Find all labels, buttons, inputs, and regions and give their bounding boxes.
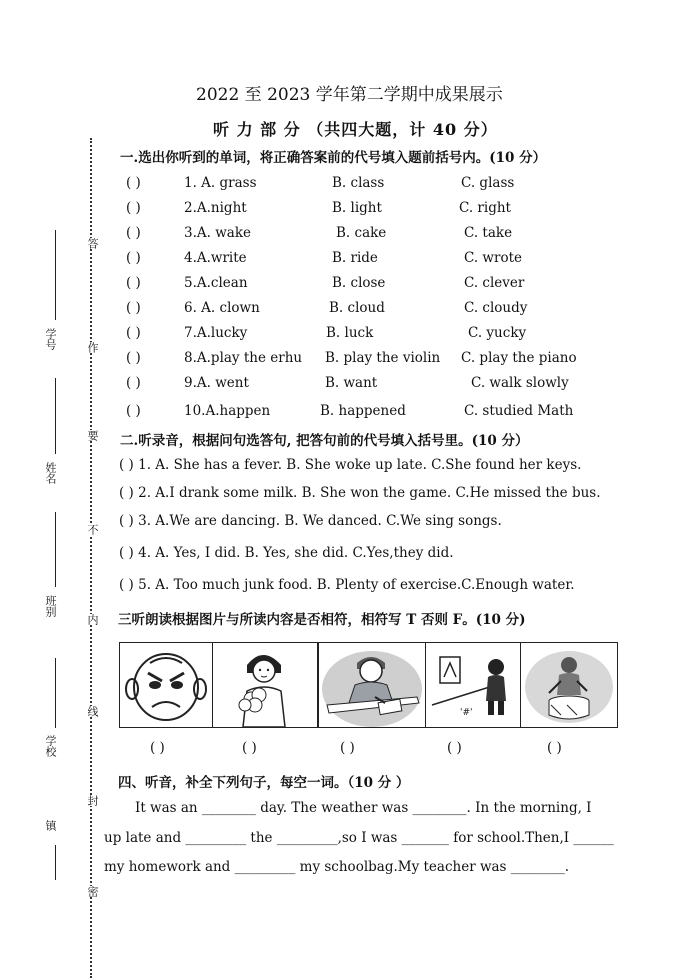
option-b: B. ride [332,250,378,266]
answer-paren[interactable]: ( ) [126,250,141,266]
answer-paren[interactable]: ( ) [126,375,141,391]
option-c: C. clever [464,275,525,291]
guide-char-8: 密 [86,886,99,897]
option-a: 10.A.happen [184,403,271,419]
option-c: C. cloudy [464,300,528,316]
answer-paren[interactable]: ( ) [126,275,141,291]
option-c: C. studied Math [464,403,574,419]
picture-5 [520,642,618,728]
option-a: 5.A.clean [184,275,248,291]
student-number-blank [55,230,56,320]
option-c: C. wrote [464,250,522,266]
option-b: B. light [332,200,382,216]
town-blank [55,845,56,880]
question-row: ( ) 5. A. Too much junk food. B. Plenty of exercise.C.Enough water. [119,577,575,593]
page-title: 2022 至 2023 学年第二学期中成果展示 [196,85,503,105]
question-row: ( ) 4. A. Yes, I did. B. Yes, she did. C.Yes,they did. [119,545,454,561]
picture-1 [119,642,213,728]
boy-writing-icon [319,643,425,727]
section4-heading: 四、听音，补全下列句子，每空一词。（10 分 ） [118,775,410,791]
picture-answer-5[interactable]: ( ) [547,740,562,756]
fill-in-line: up late and _________ the _________,so I was _______ for school.Then,I ______ [104,830,614,846]
answer-paren[interactable]: ( ) [126,350,141,366]
school-label: 学校 [44,735,57,757]
question-row: ( ) 1. A. She has a fever. B. She woke up late. C.She found her keys. [119,457,582,473]
guide-char-7: 封 [86,795,99,806]
section1-heading: 一.选出你听到的单词，将正确答案前的代号填入题前括号内。(10 分） [120,150,547,166]
answer-paren[interactable]: ( ) [126,325,141,341]
answer-paren[interactable]: ( ) [126,175,141,191]
option-c: C. take [464,225,513,241]
guide-char-3: 要 [86,430,99,441]
option-b: B. play the violin [325,350,441,366]
picture-answer-2[interactable]: ( ) [242,740,257,756]
option-c: C. right [459,200,511,216]
option-c: C. play the piano [461,350,577,366]
fill-in-line: It was an ________ day. The weather was ________. In the morning, I [135,800,592,816]
guide-char-6: 线 [86,706,99,717]
picture-answer-4[interactable]: ( ) [447,740,462,756]
option-c: C. glass [461,175,515,191]
option-a: 4.A.write [184,250,247,266]
picture-4 [425,642,521,728]
option-a: 2.A.night [184,200,247,216]
guide-char-5: 内 [86,614,99,625]
option-a: 6. A. clown [184,300,260,316]
fill-in-line: my homework and _________ my schoolbag.My teacher was ________. [104,859,570,875]
school-blank [55,658,56,728]
option-a: 7.A.lucky [184,325,248,341]
picture-2 [212,642,318,728]
class-blank [55,512,56,587]
guide-char-4: 不 [86,524,99,535]
name-label: 姓名 [44,462,57,484]
option-b: B. cloud [329,300,385,316]
option-b: B. close [332,275,386,291]
option-b: B. happened [320,403,406,419]
answer-paren[interactable]: ( ) [126,403,141,419]
option-c: C. yucky [468,325,527,341]
name-blank [55,378,56,454]
question-row: ( ) 3. A.We are dancing. B. We danced. C.We sing songs. [119,513,502,529]
answer-paren[interactable]: ( ) [126,200,141,216]
section2-heading: 二.听录音，根据问句选答句, 把答句前的代号填入括号里。(10 分） [120,433,529,449]
option-a: 3.A. wake [184,225,251,241]
option-a: 8.A.play the erhu [184,350,303,366]
option-c: C. walk slowly [471,375,569,391]
student-number-label: 学号 [44,328,57,350]
option-b: B. class [332,175,385,191]
page-subtitle: 听 力 部 分 （共四大题，计 40 分） [213,120,498,139]
child-at-window-icon [426,643,520,727]
section3-heading: 三听朗读根据图片与所读内容是否相符，相符写 T 否则 F。(10 分) [118,612,526,628]
binding-dotted-line [90,138,92,978]
option-b: B. luck [326,325,374,341]
svg-text:'#': '#' [460,708,473,718]
option-b: B. want [325,375,378,391]
picture-answer-1[interactable]: ( ) [150,740,165,756]
picture-answer-3[interactable]: ( ) [340,740,355,756]
guide-char-1: 答 [86,238,99,249]
answer-paren[interactable]: ( ) [126,225,141,241]
angry-face-icon [120,643,212,727]
option-a: 9.A. went [184,375,249,391]
picture-3 [318,642,426,728]
answer-paren[interactable]: ( ) [126,300,141,316]
class-label: 班别 [44,595,57,617]
question-row: ( ) 2. A.I drank some milk. B. She won the game. C.He missed the bus. [119,485,601,501]
girl-with-sheep-icon [213,643,317,727]
option-b: B. cake [336,225,387,241]
option-a: 1. A. grass [184,175,257,191]
town-label: 镇 [44,820,57,831]
guide-char-2: 作 [86,342,99,353]
girl-playing-drum-icon [521,643,617,727]
